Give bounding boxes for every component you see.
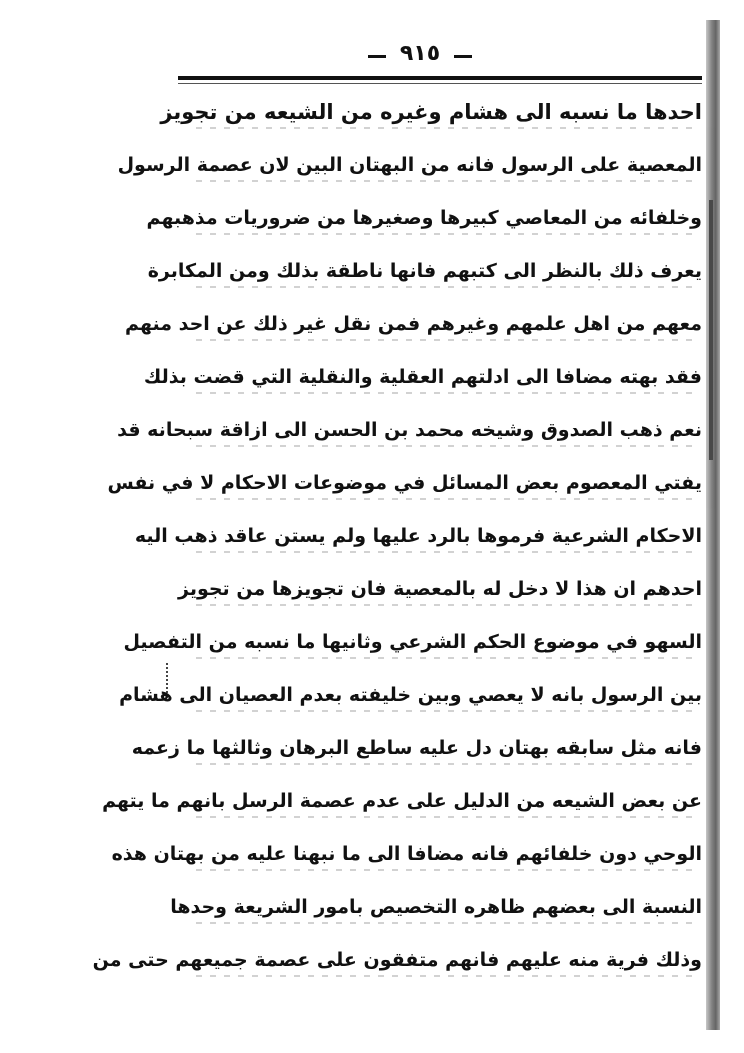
text-line: النسبة الى بعضهم ظاهره التخصيص بامور الشريعة وحدها: [178, 881, 702, 934]
text-line: معهم من اهل علمهم وغيرهم فمن نقل غير ذلك عن احد منهم: [178, 298, 702, 351]
text-line: عن بعض الشيعه من الدليل على عدم عصمة الرسل بانهم ما يتهم: [178, 775, 702, 828]
text-line: يعرف ذلك بالنظر الى كتبهم فانها ناطقة بذلك ومن المكابرة: [178, 245, 702, 298]
header-rule-thin: [178, 83, 702, 84]
text-line: بين الرسول بانه لا يعصي وبين خليفته بعدم العصيان الى هشام: [178, 669, 702, 722]
body-text: [92, 86, 702, 987]
text-line: يفتي المعصوم بعض المسائل في موضوعات الاحكام لا في نفس: [178, 457, 702, 510]
text-line: وذلك فرية منه عليهم فانهم متفقون على عصمة جميعهم حتى من: [178, 934, 702, 987]
text-line: احدهم ان هذا لا دخل له بالمعصية فان تجويزها من تجويز: [178, 563, 702, 616]
header-rule: [178, 76, 702, 80]
book-spine-edge: [706, 20, 720, 1030]
text-line: نعم ذهب الصدوق وشيخه محمد بن الحسن الى ازاقة سبحانه قد: [178, 404, 702, 457]
text-line: السهو في موضوع الحكم الشرعي وثانيها ما نسبه من التفصيل: [178, 616, 702, 669]
text-line: الوحي دون خلفائهم فانه مضافا الى ما نبهنا عليه من بهتان هذه: [178, 828, 702, 881]
text-line: احدها ما نسبه الى هشام وغيره من الشيعه من تجويز: [178, 86, 702, 139]
text-line: وخلفائه من المعاصي كبيرها وصغيرها من ضروريات مذهبهم: [178, 192, 702, 245]
text-line: المعصية على الرسول فانه من البهتان البين لان عصمة الرسول: [178, 139, 702, 192]
text-line: فانه مثل سابقه بهتان دل عليه ساطع البرهان وثالثها ما زعمه: [178, 722, 702, 775]
page-number: ٩١٥: [360, 40, 480, 68]
text-line: فقد بهته مضافا الى ادلتهم العقلية والنقلية التي قضت بذلك: [178, 351, 702, 404]
text-line: الاحكام الشرعية فرموها بالرد عليها ولم يستن عاقد ذهب اليه: [178, 510, 702, 563]
